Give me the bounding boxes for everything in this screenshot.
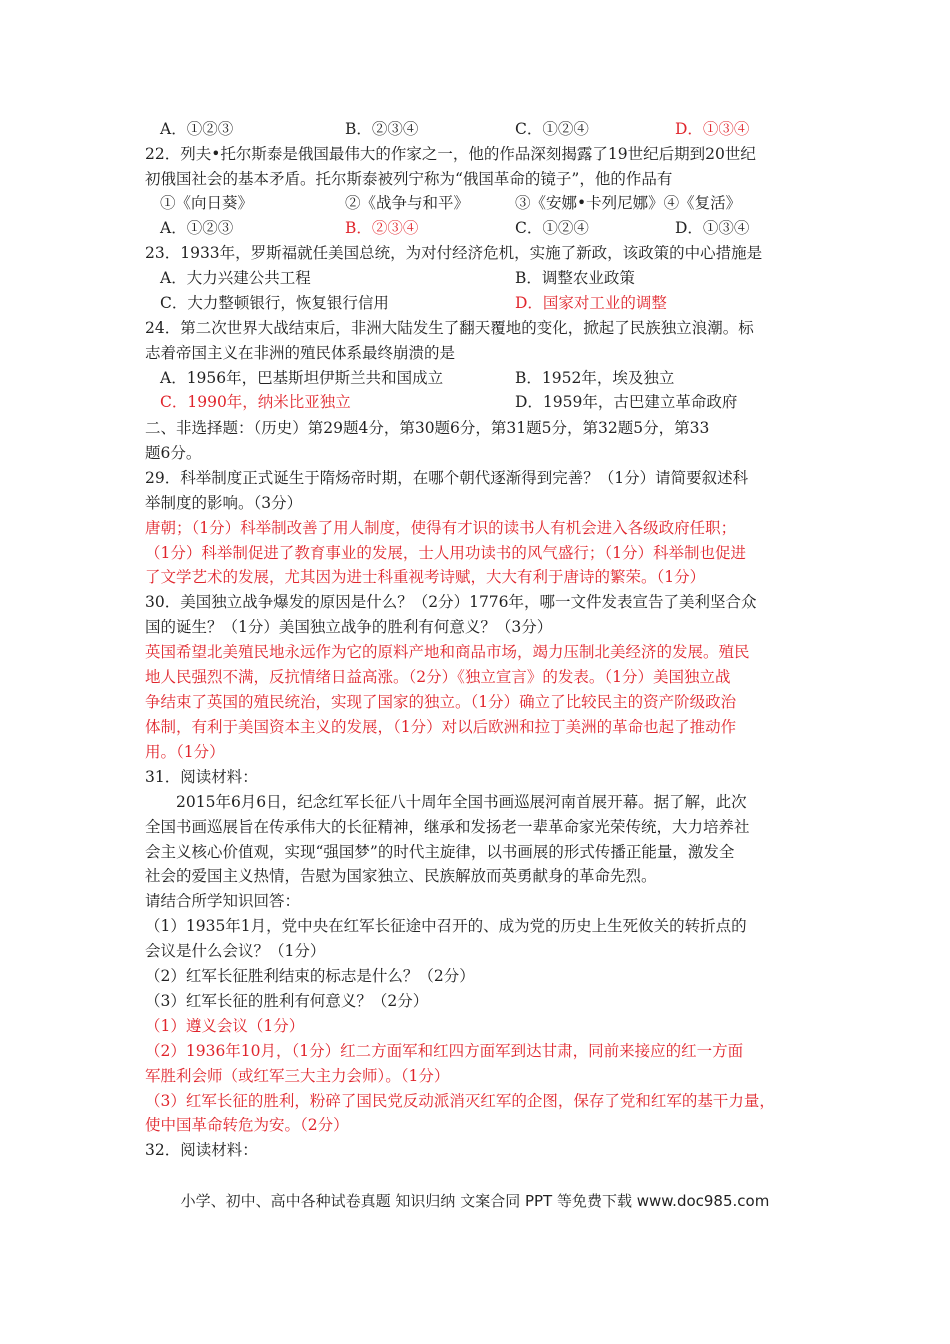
q22-stem-line2: 初俄国社会的基本矛盾。托尔斯泰被列宁称为“俄国革命的镜子”，他的作品有: [145, 170, 673, 188]
q31-sub1-line1: （1）1935年1月，党中央在红军长征途中召开的、成为党的历史上生死攸关的转折点的: [145, 917, 747, 935]
q30-stem-line1: 30．美国独立战争爆发的原因是什么？（2分）1776年，哪一文件发表宣告了美利坚合众: [145, 593, 757, 611]
q21-option-a: A．①②③: [160, 120, 234, 138]
q21-option-d-answer: D．①③④: [675, 120, 750, 138]
q32-stem: 32．阅读材料：: [145, 1141, 258, 1159]
q29-answer-line1: 唐朝；（1分）科举制改善了用人制度，使得有才识的读书人有机会进入各级政府任职；: [145, 519, 737, 537]
section2-heading-line1: 二、非选择题：（历史）第29题4分，第30题6分，第31题5分，第32题5分，第33: [145, 419, 710, 437]
q31-material-line4: 社会的爱国主义热情，告慰为国家独立、民族解放而英勇献身的革命先烈。: [145, 867, 657, 885]
q22-option-d: D．①③④: [675, 219, 750, 237]
q30-answer-line2: 地人民强烈不满，反抗情绪日益高涨。（2分）《独立宣言》的发表。（1分）美国独立战: [145, 668, 731, 686]
q29-answer-line2: （1分）科举制促进了教育事业的发展，士人用功读书的风气盛行；（1分）科举制也促进: [145, 544, 746, 562]
q30-stem-line2: 国的诞生？（1分）美国独立战争的胜利有何意义？（3分）: [145, 618, 553, 636]
q24-option-c-answer: C．1990年，纳米比亚独立: [160, 393, 351, 411]
q23-option-c: C．大力整顿银行，恢复银行信用: [160, 294, 389, 312]
q29-answer-line3: 了文学艺术的发展，尤其因为进士科重视考诗赋，大大有利于唐诗的繁荣。（1分）: [145, 568, 706, 586]
q21-option-b: B．②③④: [345, 120, 419, 138]
q31-material-line3: 会主义核心价值观，实现“强国梦”的时代主旋律，以书画展的形式传播正能量，激发全: [145, 843, 735, 861]
q23-option-d-answer: D．国家对工业的调整: [515, 294, 667, 312]
q24-stem-line1: 24．第二次世界大战结束后，非洲大陆发生了翻天覆地的变化，掀起了民族独立浪潮。标: [145, 319, 754, 337]
q23-option-a: A．大力兴建公共工程: [160, 269, 311, 287]
q31-material-line1: 2015年6月6日，纪念红军长征八十周年全国书画巡展河南首展开幕。据了解，此次: [176, 793, 747, 811]
q31-answer3-line2: 使中国革命转危为安。（2分）: [145, 1116, 349, 1134]
q29-stem-line2: 举制度的影响。（3分）: [145, 494, 303, 512]
q31-answer1: （1）遵义会议（1分）: [145, 1017, 305, 1035]
q24-option-d: D．1959年，古巴建立革命政府: [515, 393, 738, 411]
page-footer: 小学、初中、高中各种试卷真题 知识归纳 文案合同 PPT 等免费下载 www.doc985.com: [180, 1192, 770, 1210]
section2-heading-line2: 题6分。: [145, 444, 202, 462]
q31-sub2: （2）红军长征胜利结束的标志是什么？（2分）: [145, 967, 475, 985]
q30-answer-line3: 争结束了英国的殖民统治，实现了国家的独立。（1分）确立了比较民主的资产阶级政治: [145, 693, 737, 711]
q22-item-3-4: ③《安娜•卡列尼娜》④《复活》: [515, 194, 742, 212]
q29-stem-line1: 29．科举制度正式诞生于隋炀帝时期，在哪个朝代逐渐得到完善？（1分）请简要叙述科: [145, 469, 749, 487]
q31-prompt: 请结合所学知识回答：: [145, 892, 301, 910]
q22-item-1: ①《向日葵》: [160, 194, 254, 212]
q22-option-b-answer: B．②③④: [345, 219, 419, 237]
q24-option-b: B．1952年，埃及独立: [515, 369, 675, 387]
q21-option-c: C．①②④: [515, 120, 589, 138]
q30-answer-line4: 体制，有利于美国资本主义的发展，（1分）对以后欧洲和拉丁美洲的革命也起了推动作: [145, 718, 737, 736]
q31-sub1-line2: 会议是什么会议？（1分）: [145, 942, 326, 960]
q23-stem: 23．1933年，罗斯福就任美国总统，为对付经济危机，实施了新政，该政策的中心措施是: [145, 244, 763, 262]
q22-option-c: C．①②④: [515, 219, 589, 237]
q24-option-a: A．1956年，巴基斯坦伊斯兰共和国成立: [160, 369, 444, 387]
q31-answer2-line1: （2）1936年10月，（1分）红二方面军和红四方面军到达甘肃，同前来接应的红一方面: [145, 1042, 744, 1060]
q22-item-2: ②《战争与和平》: [345, 194, 470, 212]
q30-answer-line1: 英国希望北美殖民地永远作为它的原料产地和商品市场，竭力压制北美经济的发展。殖民: [145, 643, 750, 661]
q24-stem-line2: 志着帝国主义在非洲的殖民体系最终崩溃的是: [145, 344, 456, 362]
q31-stem: 31．阅读材料：: [145, 768, 258, 786]
q31-sub3: （3）红军长征的胜利有何意义？（2分）: [145, 992, 429, 1010]
q30-answer-line5: 用。（1分）: [145, 743, 225, 761]
q22-option-a: A．①②③: [160, 219, 234, 237]
q22-stem-line1: 22．列夫•托尔斯泰是俄国最伟大的作家之一，他的作品深刻揭露了19世纪后期到20世纪: [145, 145, 756, 163]
q31-answer2-line2: 军胜利会师（或红军三大主力会师）。（1分）: [145, 1067, 450, 1085]
q31-answer3-line1: （3）红军长征的胜利，粉碎了国民党反动派消灭红军的企图，保存了党和红军的基干力量，: [145, 1092, 775, 1110]
q31-material-line2: 全国书画巡展旨在传承伟大的长征精神，继承和发扬老一辈革命家光荣传统，大力培养社: [145, 818, 750, 836]
q23-option-b: B．调整农业政策: [515, 269, 635, 287]
